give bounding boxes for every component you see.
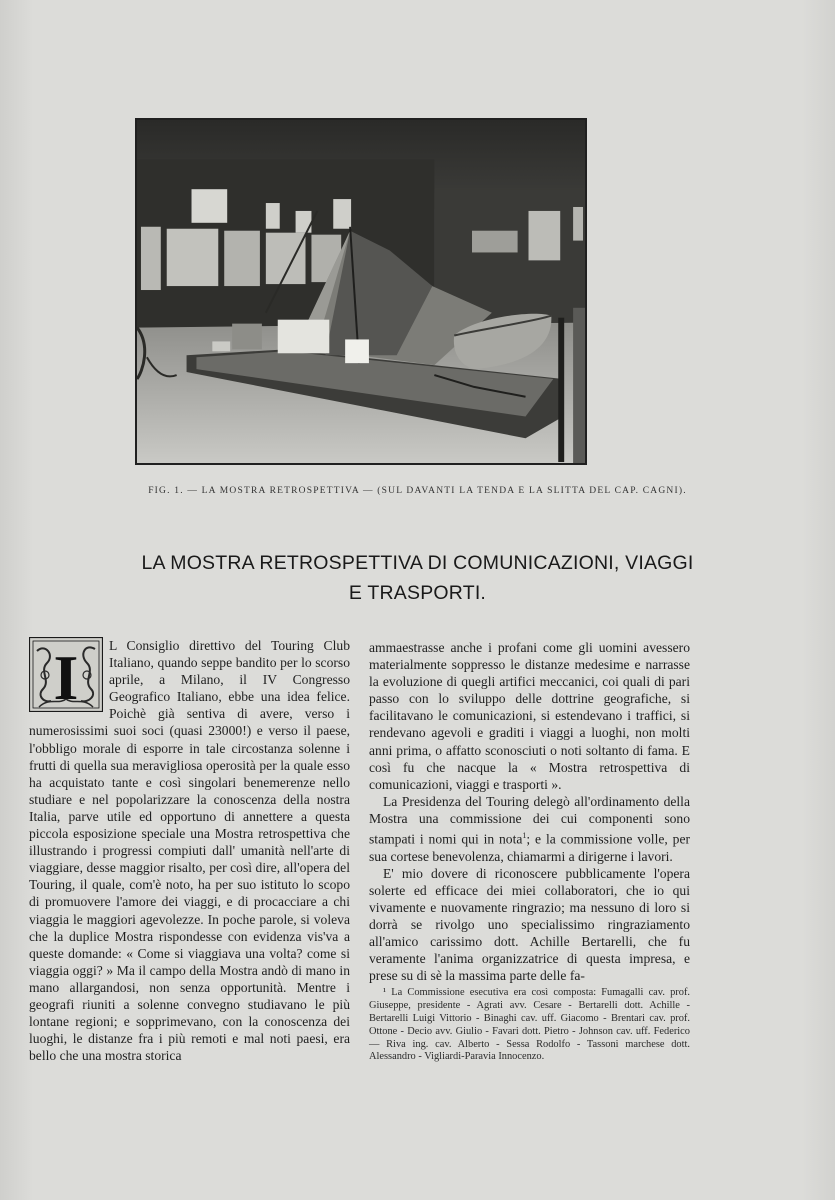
left-column bbox=[29, 637, 350, 1064]
left-paragraph-1: L Consiglio direttivo del Touring Club Italiano, quando seppe bandito per lo scorso aprile, a Milano, il IV Congresso Geografico Italiano, ebbe una idea felice. Poichè già sentiva di avere, verso i numerosissimi suoi soci (quasi 23000!) e verso il paese, l'obbligo morale di esporre in tale circostanza solenne i frutti di quella sua meravigliosa operosità per la quale esso ha acquistato tante e così singolari benemerenze nello studiare e nel popolarizzare la conoscenza della nostra Italia, parve utile ed opportuno di annettere a questa piccola esposizione speciale una Mostra retrospettiva che illustrando i progressi compiuti dall' umanità nell'arte di viaggiare, desse maggior risalto, per così dire, all'opera del Touring, il quale, com'è noto, ha per suo istituto lo scopo di promuovere l'amore dei viaggi, e di procacciare a chi viaggia le maggiori agevolezze. In poche parole, si voleva che la duplice Mostra rispondesse con evidenza vis'va a queste domande: « Come si viaggiava una volta? come si viaggia oggi? » Ma il campo della Mostra andò di mano in mano allargandosi, non senza opportunità. Mentre i geografi riuniti a solenne convegno studiavano le più lontane regioni; e sopprimevano, con la conoscenza dei luoghi, le distanze fra i più remoti e mal noti paesi, era bello che una mostra storica bbox=[29, 638, 350, 1064]
article-title-line-2: E TRASPORTI. bbox=[348, 582, 487, 604]
right-paragraph-1: ammaestrasse anche i profani come gli uomini avessero materialmente soppresso le distanze medesime e narrasse la evoluzione di quegli artifici meccanici, coi quali di pari passo con lo sviluppo delle dottrine geografiche, si facilitavano le comunicazioni, si estendevano i traffici, si rendevano agevoli e graditi i viaggi a luoghi, non molti anni prima, o affatto sconosciuti o noti soltanto di fama. E così fu che nacque la « Mostra retrospettiva di comunicazioni, viaggi e trasporti ». bbox=[369, 640, 690, 792]
right-paragraph-3: E' mio dovere di riconoscere pubblicamente l'opera solerte ed efficace dei miei collaboratori, che io qui vivamente e nuovamente ringrazio; ma nessuno di loro si dorrà se rivolgo uno specialissimo ringraziamento all'amico carissimo dott. Achille Bertarelli, che fu veramente l'anima organizzatrice di questa impresa, e prese su di sè la massima parte delle fa- bbox=[369, 865, 690, 984]
right-paragraph-2-start: La Presidenza del Touring delegò all'ordinamento della Mostra una commissione dei cui componenti sono stampati i nomi qui in nota bbox=[369, 793, 690, 847]
exhibition-photograph bbox=[135, 118, 587, 465]
tent-photo-illustration bbox=[137, 120, 585, 463]
ornamental-initial bbox=[29, 637, 103, 712]
footnote-reference[interactable]: 1 bbox=[522, 831, 527, 841]
ornamental-initial-icon bbox=[29, 637, 103, 712]
right-paragraph-2-end: ; e la commissione volle, per sua cortese benevolenza, chiamarmi a dirigerne i lavori. bbox=[369, 831, 690, 864]
article-title-line-1: LA MOSTRA RETROSPETTIVA DI COMUNICAZIONI, VIAGGI bbox=[141, 552, 694, 574]
footnote-text: ¹ La Commissione esecutiva era così composta: Fumagalli cav. prof. Giuseppe, presidente - Agrati avv. Cesare - Bertarelli dott. Achille - Bertarelli Luigi Vittorio - Binaghi cav. uff. Giacomo - Brentari cav. prof. Ottone - Decio avv. Giulio - Favari dott. Pietro - Johnson cav. uff. Federico — Riva ing. cav. Alberto - Sessa Rodolfo - Tassoni marchese dott. Alessandro - Vigliardi-Paravia Innocenzo. bbox=[369, 987, 690, 1063]
figure-caption: FIG. 1. — LA MOSTRA RETROSPETTIVA — (SUL DAVANTI LA TENDA E LA SLITTA DEL CAP. CAGNI). bbox=[148, 486, 687, 496]
right-column bbox=[369, 639, 690, 1064]
ornamental-initial-letter: I bbox=[53, 642, 79, 712]
right-paragraph-2 bbox=[369, 793, 690, 865]
article-title bbox=[40, 548, 795, 608]
footnote bbox=[369, 987, 690, 1064]
